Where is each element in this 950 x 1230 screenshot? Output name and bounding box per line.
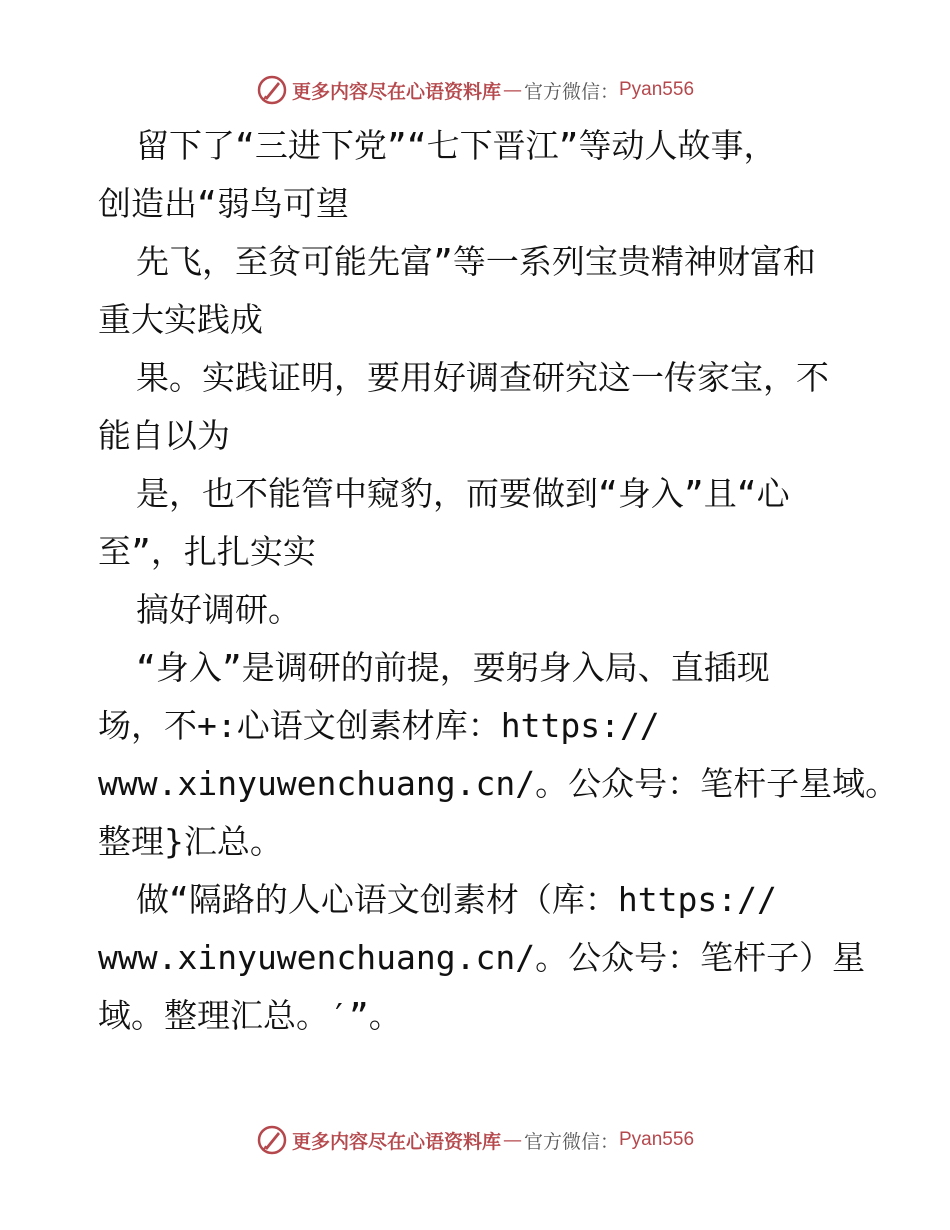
text-line: www.xinyuwenchuang.cn/。公众号：笔杆子星域。 bbox=[98, 764, 899, 803]
text-line: 先飞，至贫可能先富”等一系列宝贵精神财富和 bbox=[136, 242, 816, 281]
footer-wechat-id: Pyan556 bbox=[619, 1129, 695, 1150]
text-line: www.xinyuwenchuang.cn/。公众号：笔杆子）星 bbox=[98, 938, 866, 977]
text-line: 能自以为 bbox=[98, 416, 230, 455]
footer-banner-title: 更多内容尽在心语资料库 bbox=[291, 1130, 501, 1153]
text-line: 域。整理汇总。′”。 bbox=[98, 996, 402, 1035]
text-line: 果。实践证明，要用好调查研究这一传家宝，不 bbox=[136, 358, 829, 397]
text-line: 留下了“三进下党”“七下晋江”等动人故事， bbox=[136, 126, 777, 165]
text-line: 至”，扎扎实实 bbox=[98, 532, 316, 571]
header-wechat-label: 官方微信： bbox=[523, 80, 619, 103]
text-line: 做“隔路的人心语文创素材（库：https:// bbox=[136, 880, 777, 919]
text-line: “身入”是调研的前提，要躬身入局、直插现 bbox=[136, 648, 770, 687]
text-line: 场，不+:心语文创素材库：https:// bbox=[98, 706, 660, 745]
text-line: 创造出“弱鸟可望 bbox=[98, 184, 349, 223]
header-wechat-id: Pyan556 bbox=[619, 79, 695, 100]
text-line: 搞好调研。 bbox=[136, 590, 301, 629]
header-banner-title: 更多内容尽在心语资料库 bbox=[291, 80, 501, 103]
text-line: 整理}汇总。 bbox=[98, 822, 283, 861]
footer-banner bbox=[0, 1120, 950, 1160]
quill-logo-icon bbox=[256, 74, 288, 106]
quill-logo-icon bbox=[256, 1124, 288, 1156]
header-banner bbox=[0, 70, 950, 110]
text-line: 是，也不能管中窥豹，而要做到“身入”且“心 bbox=[136, 474, 790, 513]
footer-wechat-label: 官方微信： bbox=[523, 1130, 619, 1153]
footer-banner-separator: — bbox=[502, 1129, 522, 1151]
text-line: 重大实践成 bbox=[98, 300, 263, 339]
body-text bbox=[98, 117, 899, 1045]
header-banner-separator: — bbox=[502, 79, 522, 101]
